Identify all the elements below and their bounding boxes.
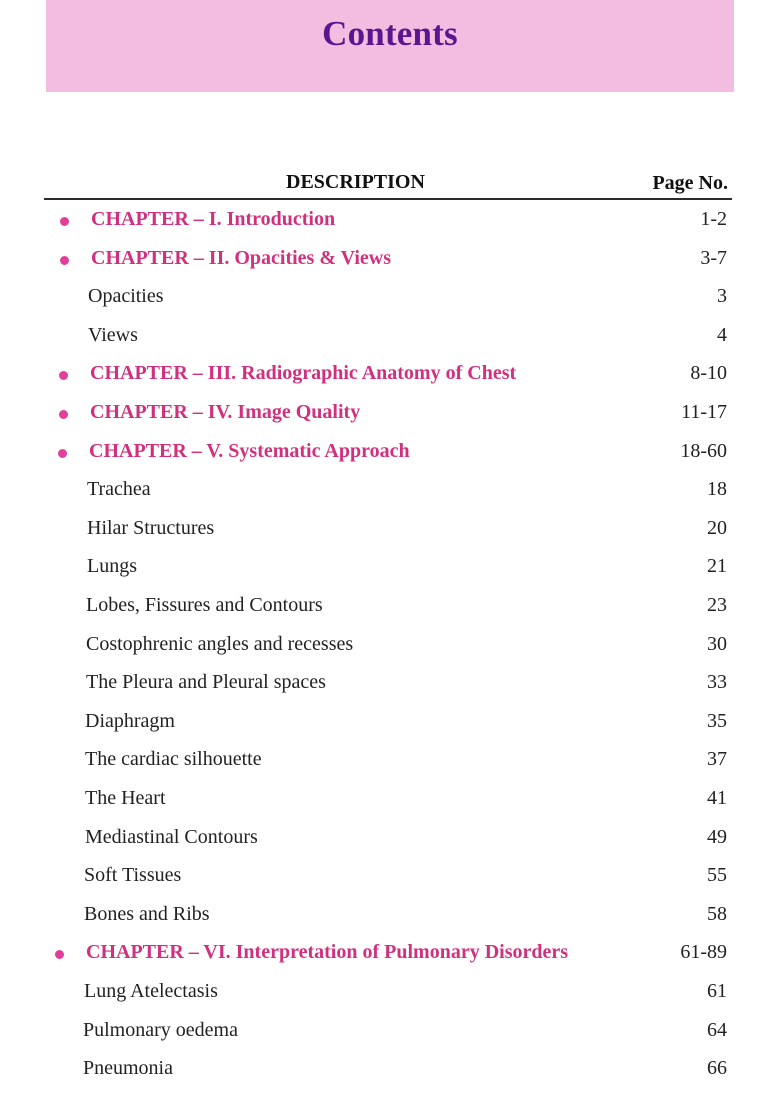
section-entry[interactable] [0, 318, 780, 356]
entry-title: Pulmonary oedema [83, 1018, 238, 1041]
entry-title: CHAPTER – V. Systematic Approach [89, 439, 410, 462]
header-divider [44, 198, 732, 200]
entry-page-number: 1-2 [700, 208, 727, 230]
chapter-entry[interactable] [0, 434, 780, 472]
entry-page-number: 35 [707, 709, 727, 732]
entry-title: The cardiac silhouette [85, 748, 262, 771]
section-entry[interactable] [0, 897, 780, 935]
entry-page-number: 4 [717, 323, 727, 346]
entry-title: Costophrenic angles and recesses [86, 632, 354, 655]
bullet-icon [60, 256, 69, 265]
entry-page-number: 64 [707, 1018, 727, 1041]
entry-page-number: 21 [707, 555, 727, 578]
entry-title: Bones and Ribs [84, 902, 210, 925]
entry-title: CHAPTER – I. Introduction [91, 208, 336, 230]
entry-title: Opacities [88, 285, 164, 308]
entry-page-number: 55 [707, 864, 727, 887]
entry-page-number: 49 [707, 825, 727, 848]
chapter-entry[interactable] [0, 241, 780, 279]
entry-title: CHAPTER – III. Radiographic Anatomy of Chest [90, 362, 517, 385]
entry-page-number: 18-60 [680, 439, 727, 462]
description-column-header: DESCRIPTION [286, 171, 425, 193]
entry-title: CHAPTER – IV. Image Quality [90, 401, 361, 423]
section-entry[interactable] [0, 665, 780, 703]
entry-page-number: 33 [707, 671, 727, 694]
entry-title: Pneumonia [83, 1057, 173, 1080]
entry-page-number: 8-10 [690, 362, 727, 385]
contents-banner [46, 0, 734, 92]
bullet-icon [58, 449, 67, 458]
chapter-entry[interactable] [0, 935, 780, 973]
entry-page-number: 61 [707, 980, 727, 1002]
entry-page-number: 37 [707, 748, 727, 771]
entry-page-number: 3-7 [700, 246, 727, 269]
section-entry[interactable] [0, 279, 780, 317]
section-entry[interactable] [0, 588, 780, 626]
section-entry[interactable] [0, 511, 780, 549]
entry-page-number: 41 [707, 787, 727, 809]
entry-title: CHAPTER – VI. Interpretation of Pulmonary Disorders [86, 941, 569, 964]
entry-title: Views [88, 323, 138, 346]
entry-title: Diaphragm [85, 709, 175, 732]
entry-title: Soft Tissues [84, 864, 182, 887]
entry-page-number: 66 [707, 1057, 727, 1080]
entry-title: Trachea [87, 478, 151, 501]
bullet-icon [55, 950, 64, 959]
entry-page-number: 23 [707, 594, 727, 616]
section-entry[interactable] [0, 974, 780, 1012]
entry-title: Lungs [87, 555, 137, 578]
entry-title: The Heart [85, 787, 166, 809]
page-number-column-header: Page No. [652, 172, 728, 194]
entry-title: Lung Atelectasis [84, 980, 218, 1002]
bullet-icon [59, 410, 68, 419]
entry-page-number: 18 [707, 478, 727, 501]
entry-title: Hilar Structures [87, 516, 215, 539]
entry-title: Mediastinal Contours [85, 825, 258, 848]
entry-title: The Pleura and Pleural spaces [86, 671, 326, 694]
section-entry[interactable] [0, 742, 780, 780]
entry-page-number: 11-17 [681, 401, 727, 423]
chapter-entry[interactable] [0, 356, 780, 394]
page-title: Contents [322, 14, 458, 53]
entry-page-number: 30 [707, 632, 727, 655]
section-entry[interactable] [0, 1013, 780, 1051]
section-entry[interactable] [0, 704, 780, 742]
section-entry[interactable] [0, 820, 780, 858]
section-entry[interactable] [0, 627, 780, 665]
section-entry[interactable] [0, 858, 780, 896]
chapter-entry[interactable] [0, 395, 780, 433]
toc-header [44, 168, 732, 198]
chapter-entry[interactable] [0, 202, 780, 240]
section-entry[interactable] [0, 1051, 780, 1089]
entry-title: CHAPTER – II. Opacities & Views [91, 246, 391, 269]
entry-page-number: 3 [717, 285, 727, 308]
section-entry[interactable] [0, 472, 780, 510]
entry-page-number: 58 [707, 902, 727, 925]
entry-title: Lobes, Fissures and Contours [86, 594, 323, 616]
entry-page-number: 61-89 [680, 941, 727, 964]
entry-page-number: 20 [707, 516, 727, 539]
section-entry[interactable] [0, 781, 780, 819]
section-entry[interactable] [0, 549, 780, 587]
bullet-icon [60, 217, 69, 226]
bullet-icon [59, 371, 68, 380]
